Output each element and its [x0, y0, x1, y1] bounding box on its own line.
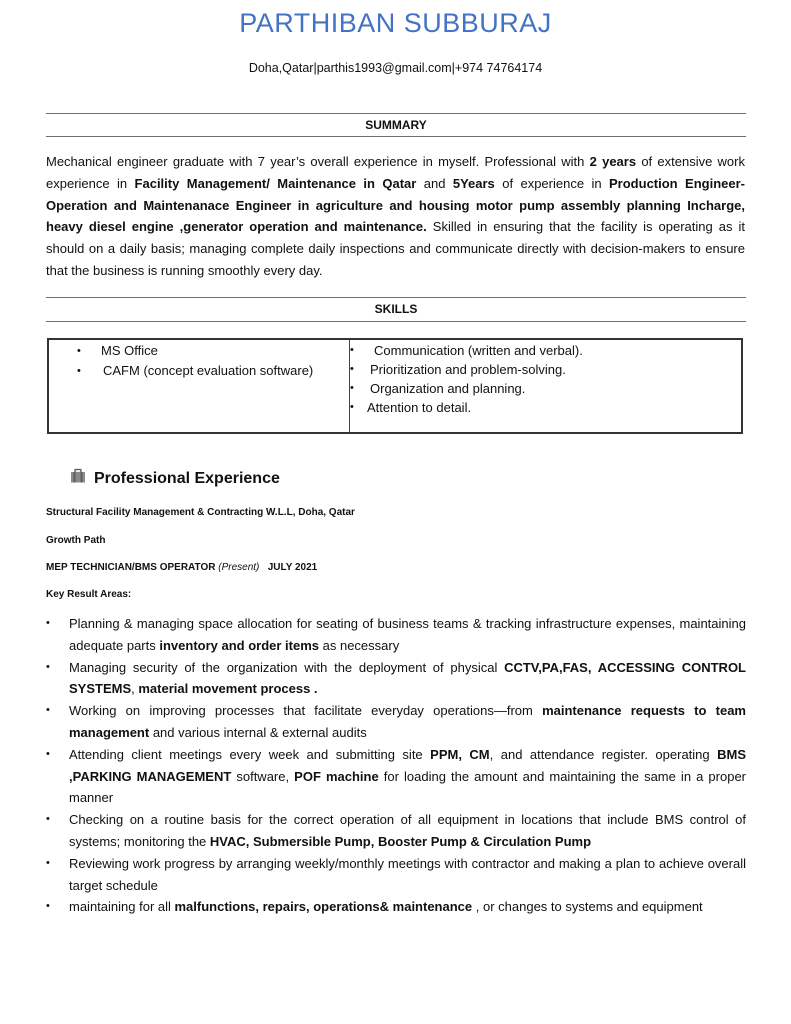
- skill-label: Communication (written and verbal).: [374, 343, 583, 358]
- bullet: •: [77, 345, 81, 357]
- experience-heading: Professional Experience: [94, 469, 280, 487]
- bullet: •: [46, 813, 50, 826]
- bold-text-run: Facility Management/ Maintenance in Qatar: [134, 175, 417, 191]
- skill-item: [350, 398, 741, 417]
- bold-text-run: CCTV,PA,FAS, ACCESSING CONTROL SYSTEMS: [69, 659, 746, 697]
- skill-label: Attention to detail.: [367, 400, 472, 415]
- text-run: of experience in: [494, 175, 610, 191]
- bullet: •: [46, 900, 50, 913]
- kra-item: [46, 809, 746, 853]
- text-run: software,: [231, 768, 295, 784]
- summary-heading: SUMMARY: [365, 118, 427, 132]
- skills-column-right: [350, 340, 741, 432]
- bold-text-run: PPM, CM: [430, 746, 490, 762]
- skills-table: [47, 338, 743, 434]
- kra-item: [46, 613, 746, 657]
- candidate-name: PARTHIBAN SUBBURAJ: [239, 8, 552, 38]
- bullet: •: [350, 344, 354, 356]
- skill-label: Organization and planning.: [370, 381, 526, 396]
- text-run: Planning & managing space allocation for seating of business teams & tracking infrastructure expenses, maintaining adequate parts: [69, 616, 746, 653]
- text-run: of extensive work experience in: [46, 154, 745, 191]
- text-run: maintaining for all: [69, 899, 175, 915]
- growth-path-label: Growth Path: [46, 535, 106, 546]
- skill-label: MS Office: [101, 343, 158, 358]
- text-run: as necessary: [319, 637, 400, 653]
- skill-label: CAFM (concept evaluation software): [103, 363, 314, 378]
- divider: [46, 113, 746, 114]
- text-run: , or changes to systems and equipment: [472, 899, 703, 915]
- bullet: •: [46, 856, 50, 869]
- skills-heading: SKILLS: [374, 302, 418, 316]
- bullet: •: [46, 747, 50, 760]
- bold-text-run: 2 years: [589, 154, 637, 169]
- bullet: •: [350, 401, 354, 413]
- skill-item: [350, 341, 741, 360]
- bold-text-run: BMS ,PARKING MANAGEMENT: [69, 746, 746, 784]
- bold-text-run: Production Engineer-Operation and Maintenanace Engineer in agriculture and housing motor pump assembly planning Incharge, heavy diesel engine ,generator operation and maintenance.: [46, 175, 745, 235]
- text-run: , and attendance register. operating: [489, 746, 718, 762]
- skill-item: [49, 341, 349, 361]
- bold-text-run: malfunctions, repairs, operations& maintenance: [174, 899, 473, 915]
- text-run: and various internal & external audits: [149, 724, 367, 740]
- divider: [46, 297, 746, 298]
- skill-item: [350, 360, 741, 379]
- text-run: Reviewing work progress by arranging weekly/monthly meetings with contractor and making a plan to achieve overall target schedule: [69, 855, 746, 893]
- divider: [46, 136, 746, 137]
- skill-label: Prioritization and problem-solving.: [370, 362, 566, 377]
- text-run: Attending client meetings every week and submitting site: [69, 746, 431, 762]
- bullet: •: [350, 363, 354, 375]
- kra-item: [46, 896, 746, 918]
- skill-item: [350, 379, 741, 398]
- kra-item: [46, 853, 746, 897]
- text-run: Skilled in ensuring that the facility is operating as it should on a daily basis; managing complete daily inspections and communicate directly with decision-makers to ensure that the business is running smoothly every day.: [46, 219, 745, 278]
- skill-item: [49, 361, 349, 381]
- bold-text-run: material movement process .: [138, 681, 318, 697]
- text-run: Checking on a routine basis for the correct operation of all equipment in locations that include BMS control of systems; monitoring the: [69, 812, 746, 849]
- role-status: (Present): [218, 562, 260, 573]
- role-line: [46, 562, 317, 573]
- bold-text-run: HVAC, Submersible Pump, Booster Pump & Circulation Pump: [209, 833, 592, 849]
- bold-text-run: POF machine: [294, 768, 379, 784]
- divider: [46, 321, 746, 322]
- bullet: •: [77, 365, 81, 377]
- bullet: •: [46, 704, 50, 717]
- text-run: ,: [131, 681, 139, 697]
- kra-item: [46, 744, 746, 809]
- kra-item: [46, 657, 746, 701]
- bold-text-run: 5Years: [452, 175, 495, 191]
- experience-header: [70, 468, 280, 489]
- company-name: Structural Facility Management & Contracting W.L.L, Doha, Qatar: [46, 507, 355, 518]
- kra-heading: Key Result Areas:: [46, 589, 132, 600]
- bullet: •: [350, 382, 354, 394]
- text-run: Working on improving processes that facilitate everyday operations—from: [69, 703, 543, 719]
- briefcase-icon: [70, 468, 86, 489]
- bold-text-run: inventory and order items: [159, 637, 320, 653]
- summary-paragraph: [46, 151, 745, 282]
- contact-line: Doha,Qatar|parthis1993@gmail.com|+974 74764174: [248, 61, 543, 75]
- text-run: and: [416, 175, 453, 191]
- key-result-areas-list: [46, 613, 746, 918]
- bullet: •: [46, 617, 50, 629]
- text-run: Mechanical engineer graduate with 7 year’s overall experience in myself. Professional with: [46, 154, 590, 169]
- kra-item: [46, 700, 746, 744]
- role-date: JULY 2021: [267, 562, 318, 573]
- text-run: Managing security of the organization with the deployment of physical: [69, 659, 505, 675]
- bullet: •: [46, 660, 50, 673]
- skills-column-left: [49, 340, 350, 432]
- bold-text-run: maintenance requests to team management: [69, 703, 746, 740]
- role-title: MEP TECHNICIAN/BMS OPERATOR: [46, 562, 216, 573]
- text-run: for loading the amount and maintaining the same in a proper manner: [69, 768, 747, 806]
